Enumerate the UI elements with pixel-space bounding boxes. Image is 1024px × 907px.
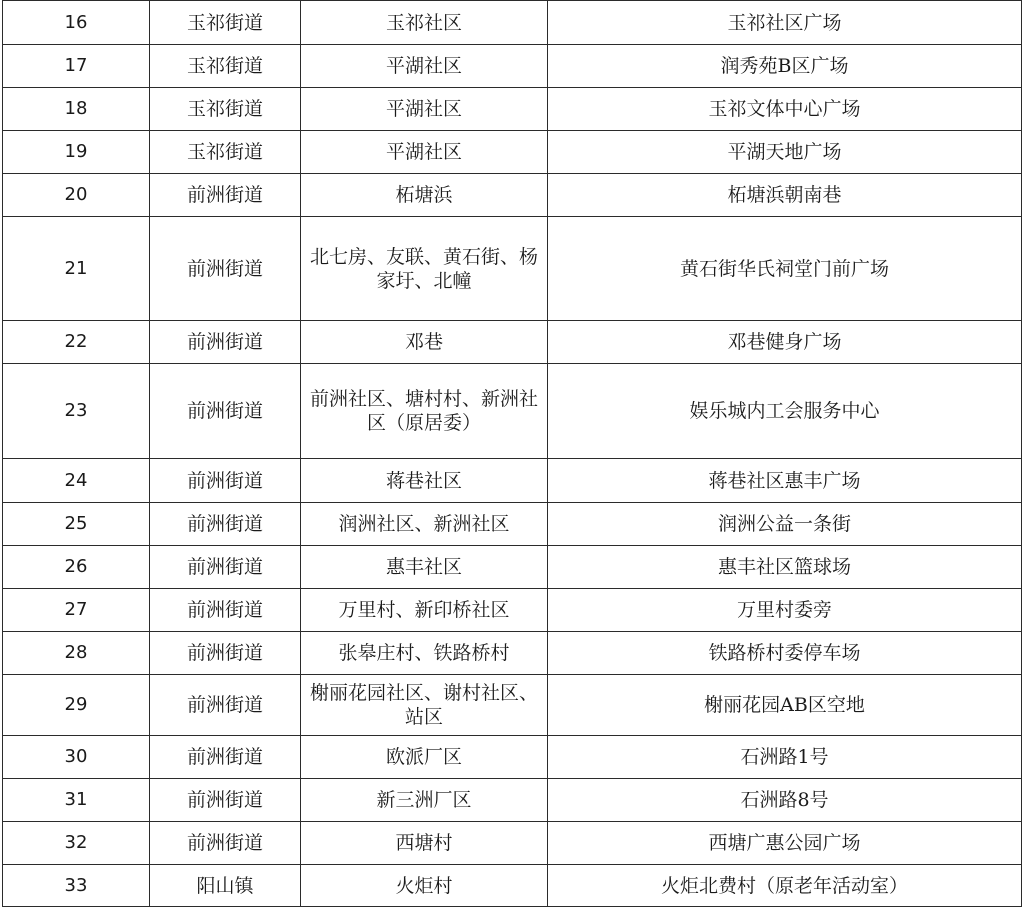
community-cell: 玉祁社区	[301, 1, 548, 45]
community-cell: 西塘村	[301, 822, 548, 865]
row-number: 18	[3, 88, 150, 131]
location-cell: 榭丽花园AB区空地	[548, 675, 1022, 736]
location-cell: 惠丰社区篮球场	[548, 546, 1022, 589]
table-row	[3, 1, 1022, 45]
community-cell: 火炬村	[301, 865, 548, 907]
community-cell: 张皋庄村、铁路桥村	[301, 632, 548, 675]
row-number: 23	[3, 364, 150, 459]
location-cell: 火炬北费村（原老年活动室）	[548, 865, 1022, 907]
location-cell: 平湖天地广场	[548, 131, 1022, 174]
community-cell: 榭丽花园社区、谢村社区、站区	[301, 675, 548, 736]
street-cell: 前洲街道	[150, 459, 301, 503]
row-number: 22	[3, 321, 150, 364]
row-number: 26	[3, 546, 150, 589]
street-cell: 前洲街道	[150, 321, 301, 364]
row-number: 32	[3, 822, 150, 865]
location-cell: 蒋巷社区惠丰广场	[548, 459, 1022, 503]
location-cell: 万里村委旁	[548, 589, 1022, 632]
row-number: 30	[3, 736, 150, 779]
community-cell: 平湖社区	[301, 131, 548, 174]
community-cell: 惠丰社区	[301, 546, 548, 589]
table-row	[3, 632, 1022, 675]
table-row	[3, 675, 1022, 736]
community-cell: 新三洲厂区	[301, 779, 548, 822]
location-cell: 润洲公益一条街	[548, 503, 1022, 546]
community-cell: 平湖社区	[301, 45, 548, 88]
community-cell: 北七房、友联、黄石街、杨家圩、北幢	[301, 217, 548, 321]
street-cell: 阳山镇	[150, 865, 301, 907]
location-cell: 玉祁文体中心广场	[548, 88, 1022, 131]
street-cell: 前洲街道	[150, 589, 301, 632]
table-row	[3, 459, 1022, 503]
table-row	[3, 589, 1022, 632]
location-cell: 玉祁社区广场	[548, 1, 1022, 45]
street-cell: 前洲街道	[150, 779, 301, 822]
location-cell: 邓巷健身广场	[548, 321, 1022, 364]
location-cell: 润秀苑B区广场	[548, 45, 1022, 88]
street-cell: 前洲街道	[150, 217, 301, 321]
row-number: 27	[3, 589, 150, 632]
community-cell: 平湖社区	[301, 88, 548, 131]
street-cell: 前洲街道	[150, 174, 301, 217]
row-number: 19	[3, 131, 150, 174]
row-number: 31	[3, 779, 150, 822]
table-row	[3, 321, 1022, 364]
row-number: 16	[3, 1, 150, 45]
street-cell: 玉祁街道	[150, 88, 301, 131]
community-cell: 万里村、新印桥社区	[301, 589, 548, 632]
location-cell: 柘塘浜朝南巷	[548, 174, 1022, 217]
community-cell: 柘塘浜	[301, 174, 548, 217]
community-cell: 蒋巷社区	[301, 459, 548, 503]
row-number: 25	[3, 503, 150, 546]
table-row	[3, 865, 1022, 907]
table-row	[3, 364, 1022, 459]
street-cell: 前洲街道	[150, 736, 301, 779]
row-number: 29	[3, 675, 150, 736]
table-row	[3, 546, 1022, 589]
table-row	[3, 736, 1022, 779]
row-number: 33	[3, 865, 150, 907]
community-cell: 润洲社区、新洲社区	[301, 503, 548, 546]
location-cell: 铁路桥村委停车场	[548, 632, 1022, 675]
table-row	[3, 503, 1022, 546]
street-cell: 前洲街道	[150, 546, 301, 589]
location-cell: 娱乐城内工会服务中心	[548, 364, 1022, 459]
row-number: 20	[3, 174, 150, 217]
street-cell: 玉祁街道	[150, 131, 301, 174]
row-number: 21	[3, 217, 150, 321]
row-number: 24	[3, 459, 150, 503]
table-row	[3, 88, 1022, 131]
street-cell: 前洲街道	[150, 503, 301, 546]
community-cell: 欧派厂区	[301, 736, 548, 779]
location-cell: 黄石街华氏祠堂门前广场	[548, 217, 1022, 321]
table-row	[3, 174, 1022, 217]
table-row	[3, 217, 1022, 321]
location-cell: 石洲路1号	[548, 736, 1022, 779]
street-cell: 前洲街道	[150, 364, 301, 459]
street-cell: 前洲街道	[150, 632, 301, 675]
venue-table	[2, 0, 1022, 907]
community-cell: 邓巷	[301, 321, 548, 364]
location-cell: 石洲路8号	[548, 779, 1022, 822]
location-cell: 西塘广惠公园广场	[548, 822, 1022, 865]
community-cell: 前洲社区、塘村村、新洲社区（原居委）	[301, 364, 548, 459]
venue-table-body	[3, 1, 1022, 907]
table-row	[3, 131, 1022, 174]
row-number: 17	[3, 45, 150, 88]
row-number: 28	[3, 632, 150, 675]
street-cell: 前洲街道	[150, 822, 301, 865]
table-row	[3, 779, 1022, 822]
street-cell: 玉祁街道	[150, 45, 301, 88]
street-cell: 前洲街道	[150, 675, 301, 736]
street-cell: 玉祁街道	[150, 1, 301, 45]
table-row	[3, 822, 1022, 865]
table-row	[3, 45, 1022, 88]
